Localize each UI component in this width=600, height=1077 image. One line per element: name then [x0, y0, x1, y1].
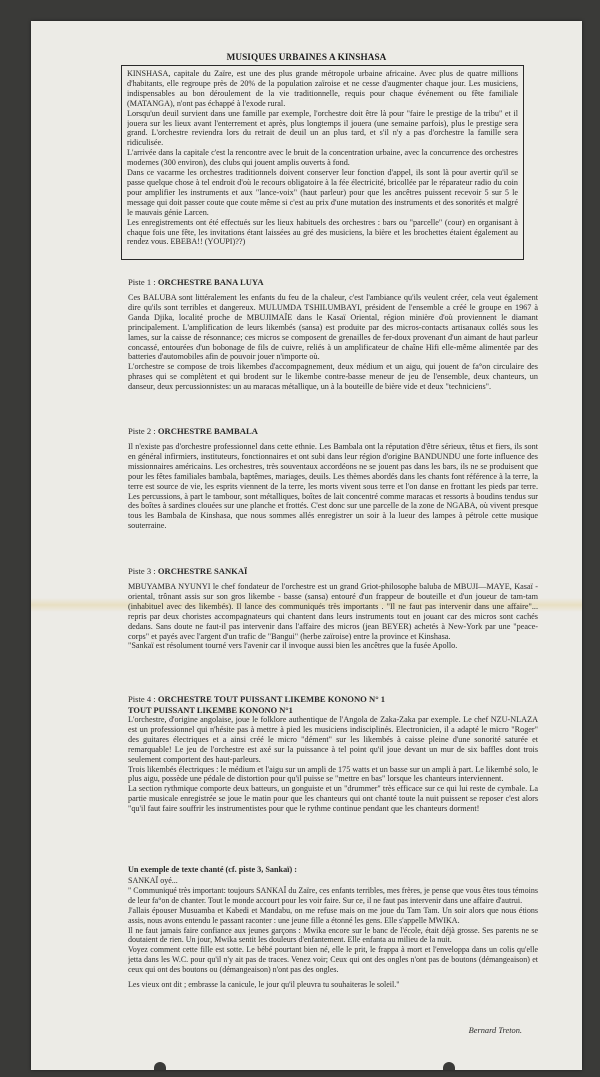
piste-4-label: Piste 4 : — [128, 694, 156, 704]
page-title: MUSIQUES URBAINES A KINSHASA — [226, 52, 387, 62]
section-piste-4 — [128, 694, 538, 814]
intro-paragraph: Les enregistrements ont été effectués sur les lieux habituels des orchestres : bars ou "parcelle" (cour) en organisant à chaque fois une fête, les invitations étant laissées au gré des musiciens, la bière et les brochettes étaient également au rendez vous. EBEBA!! (YOUPI)??) — [127, 217, 518, 247]
intro-paragraph: Dans ce vacarme les orchestres traditionnels doivent conserver leur fonction d'appel, ils sont là pour avertir qu'il se passe quelque chose à tel endroit d'où le recours obligatoire à la fée électricité, bricollée par le réparateur radio du coin pour amplifier les instruments et aux "lance-voix" (haut parleur) pour que les ancêtres puissent recevoir 5 sur 5 le message qui doit passer coute que coute même si c'est au prix d'une mutation des instruments et des sonorités et malgré le mauvais génie Larcen. — [127, 168, 518, 217]
piste-3-name: ORCHESTRE SANKAÏ — [157, 566, 248, 576]
liner-notes-sheet — [31, 21, 582, 1070]
piste-2-label: Piste 2 : — [128, 426, 156, 436]
section-piste-3 — [128, 566, 538, 651]
piste-1-paragraph: Ces BALUBA sont littéralement les enfants du feu de la chaleur, c'est l'ambiance qu'ils veulent créer, cela veut également dire qu'ils sont terribles et dangereux. MULUMDA TSHILUMBAYI, président de l'ensemble a créé le groupe en 1967 à Ganda Djika, localité proche de MBUJIMAÏE dans le Kasaï Oriental, région minière d'où proviennent le diamant principalement. L'amplification de leurs likembés (sansa) est produite par des micros-contacts artisanaux collés sous les lames, sur la caisse de résonnance; ces micros se composent de grenailles de fer-doux provenant d'un aimant de haut parleur concassé, entourées d'un bobonage de fils de cuivre, reliés à un amplificateur de chaîne Hifi elle-même alimentée par des batteries d'automobiles afin de pouvoir jouer n'importe où. — [128, 293, 538, 362]
piste-3-paragraph: MBUYAMBA NYUNYI le chef fondateur de l'orchestre est un grand Griot-philosophe baluba de MBUJI—MAYE, Kasaï - oriental, trônant assis sur son gros likembe - basse (sansa) entouré d'un frappeur de bouteille et d'un joueur de tam-tam (inhabituel avec des likembés). Il lance des communiqués très importants . "Il ne faut pas intervenir dans une affaire"... repris par deux choristes accompagnateurs qui chantent dans leurs instruments tout en jouant car des micros sont cachés dedans. Sans doute ne faut-il pas intervenir dans l'affaire des micros (jean BEYER) achetés à New-York par une "peace-corps" et payés avec l'argent d'un trafic de "Bangui" (herbe zaïroise) entre la province et Kinshasa. — [128, 582, 538, 641]
piste-4-name: ORCHESTRE TOUT PUISSANT LIKEMBE KONONO N° 1 — [157, 694, 386, 704]
piste-4-heading — [128, 694, 538, 704]
piste-2-name: ORCHESTRE BAMBALA — [157, 426, 258, 436]
intro-paragraph: L'arrivée dans la capitale c'est la rencontre avec le bruit de la concentration urbaine, avec la concurrence des orchestres modernes (300 environ), des clubs qui jouent amplis ouverts à fond. — [127, 148, 518, 168]
example-heading: Un exemple de texte chanté (cf. piste 3, Sankaï) : — [128, 865, 297, 874]
piste-1-paragraph: L'orchestre se compose de trois likembes d'accompagnement, deux médium et un aigu, qui jouent de fa°on circulaire des phrases qui se complètent et qui brodent sur le likembe contre-basse meneur de jeu de l'ensemble, deux chanteurs, un danseur, deux percussionnistes: un au maracas métallique, un à la bouteille de bière vide et deux "techniciens". — [128, 362, 538, 392]
example-line: J'allais épouser Musuamba et Kabedi et Mandabu, on me refuse mais on me joue du Tam Tam. Un soir alors que nous étions assis, nous avons entendu le passant raconter : une jeune fille a étonné les gens. Elle s'appelle MWIKA. — [128, 905, 538, 925]
piste-3-label: Piste 3 : — [128, 566, 156, 576]
section-piste-1 — [128, 277, 538, 392]
section-sung-text-example — [128, 865, 538, 990]
example-line: Les vieux ont dit ; embrasse la canicule, le jour qu'il pleuvra tu souhaiteras le soleil." — [128, 980, 400, 990]
piste-4-paragraph: Trois likembés électriques : le médium et l'aigu sur un ampli de 175 watts et un basse sur un ampli à part. Le likembé solo, le plus aigu, possède une pédale de distortion pour qu'il puisse se "mettre en bas" lorsque les chanteurs interviennent. — [128, 764, 538, 784]
example-line: SANKAÏ oyé... — [128, 876, 178, 885]
piste-3-heading — [128, 566, 538, 576]
example-line: " Communiqué très important: toujours SANKAÏ du Zaïre, ces enfants terribles, mes frères, je pense que vous êtes tous témoins de leur fa°on de chanter. Tout le monde accourt pour les voir faire. Sur ce, il ne faut pas intervenir dans une affaire d'autrui. — [128, 885, 538, 905]
binding-hole — [154, 1062, 166, 1070]
piste-4-paragraph: L'orchestre, d'origine angolaise, joue le folklore authentique de l'Angola de Zaka-Zaka par exemple. Le chef NZU-NLAZA est un professionnel qui n'hésite pas à mettre à pied les musiciens indisciplinés. Electronicien, il a adapté le micro "Roger" des guitares électriques et a ainsi créé le micro "dément" sur les likembés à caisse pleine d'une sonorité saturée et remarquable! Le jeu de l'orchestre est axé sur la puissance à tel point qu'il joue devant un mur de six baffles dont trois seulement comportent des haut-parleurs. — [128, 715, 538, 764]
piste-1-label: Piste 1 : — [128, 277, 156, 287]
intro-paragraph: KINSHASA, capitale du Zaïre, est une des plus grande métropole urbaine africaine. Avec plus de quatre millions d'habitants, elle regroupe près de 20% de la population zaïroise et ne cesse d'augmenter chaque jour. Les musiciens, indispensables au bon déroulement de la vie traditionnelle, requis pour chaque événement ou fête familiale (MATANGA), n'ont pas échappé à l'exode rural. — [127, 69, 518, 108]
example-line: Il ne faut jamais faire confiance aux jeunes garçons : Mwika encore sur le banc de l'école, était déjà grosse. Ses parents ne se doutaient de rien. Un jour, Mwika sentit les douleurs d'enfantement. Elle enfanta au milieu de la nuit. — [128, 925, 538, 945]
intro-paragraph: Lorsqu'un deuil survient dans une famille par exemple, l'orchestre doit être là pour "faire le prestige de la tribu" et il jouera sur les lieux avant l'enterrement et après, plus longtemps il jouera (une semaine parfois), plus le prestige sera grand. L'orchestre reviendra lors du retrait de deuil un an plus tard, et s'il n'y a pas d'orchestre la famille sera ridiculisée. — [127, 108, 518, 148]
piste-2-paragraph: Il n'existe pas d'orchestre professionnel dans cette ethnie. Les Bambala ont la réputation d'être sérieux, têtus et fiers, ils sont en général infirmiers, instituteurs, fonctionnaires et ont subi dans leur région d'origine BANDUNDU une forte influence des missionnaires américains. Les orchestres, très souventaux accordéons ne se jouent pas dans les bars, ils ne se produisent que pour les fêtes familiales bambala, baptêmes, mariages, deuils. Les thèmes abordés dans les chants font référence à la terre, la terre est source de vie, les esprits viennent de la terre, les morts vivent sous terre et l'on danse en frottant les pieds par terre. Les percussions, à part le tambour, sont métalliques, boîtes de lait concentré comme maracas et ressorts à boudins tendus sur des boîtes à sardines clouées sur une planche et frottés. C'est donc sur une parcelle de la zone de NGABA, où vivent presque tous les Bambala de Kinshasa, que nous sommes allés enregistrer un soir à la lueur des lampes à pétrole cette musique souterraine. — [128, 442, 538, 531]
author-signature: Bernard Treton. — [468, 1026, 522, 1035]
binding-hole — [443, 1062, 455, 1070]
piste-1-heading — [128, 277, 538, 287]
intro-box — [121, 65, 524, 260]
piste-1-name: ORCHESTRE BANA LUYA — [157, 277, 264, 287]
piste-4-paragraph: La section rythmique comporte deux batteurs, un gonguiste et un "drummer" très efficace sur ce qui lui reste de cymbale. La partie musicale enregistrée se joue le matin pour que les chanteurs qui ont chanté toute la nuit puissent se reposer c'est alors "qu'il faut faire souffrir les instrumentistes pour que le rythme continue pendant que les chanteurs dorment! — [128, 784, 538, 814]
section-piste-2 — [128, 426, 538, 531]
piste-3-paragraph: "Sankaï est résolument tourné vers l'avenir car il invoque aussi bien les ancêtres que la fusée Apollo. — [128, 641, 458, 651]
example-line: Voyez comment cette fille est sotte. Le bébé pourtant bien né, elle le prit, le frappa à mort et l'enveloppa dans un colis qu'elle jetta dans les W.C. pour qu'il n'y ait pas de traces. Venez voir; Ceux qui ont des ongles n'ont pas de boutons (démangeaison) et ceux qui ont des boutons ou (démangeaison) n'ont pas des ongles. — [128, 945, 538, 975]
piste-4-subtitle: TOUT PUISSANT LIKEMBE KONONO N°1 — [128, 706, 293, 715]
piste-2-heading — [128, 426, 538, 436]
